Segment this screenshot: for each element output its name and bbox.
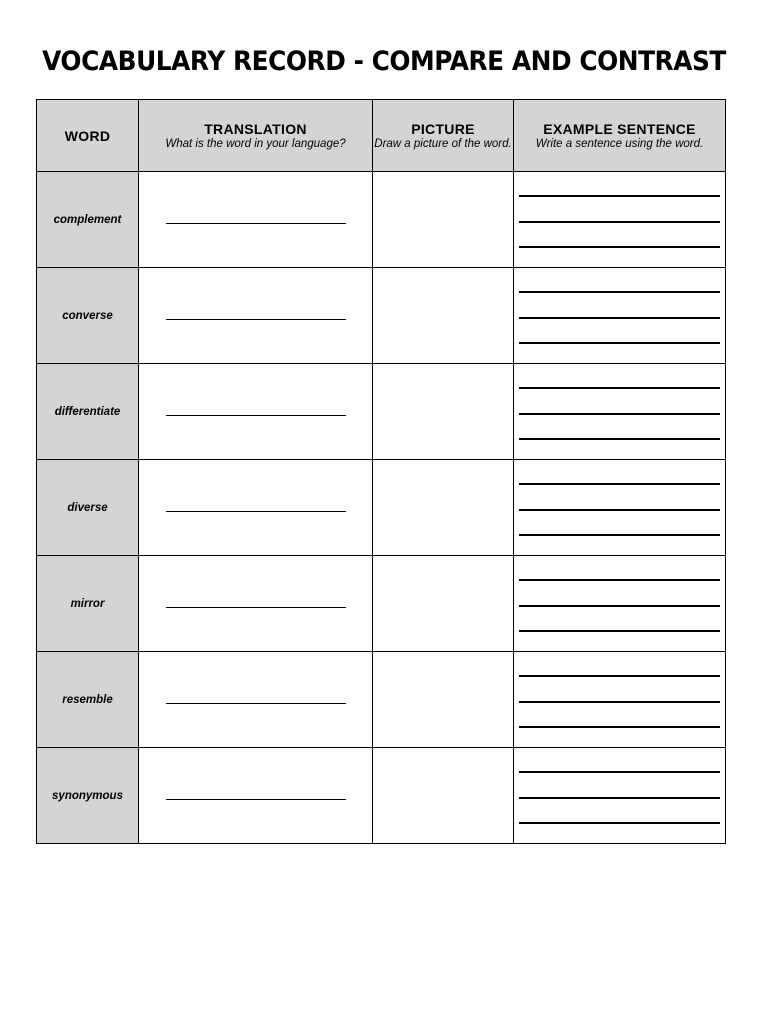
word-cell: complement [37, 172, 139, 268]
word-cell: mirror [37, 556, 139, 652]
table-row [37, 748, 726, 844]
writing-line [519, 387, 720, 389]
table-row [37, 364, 726, 460]
word-cell: differentiate [37, 364, 139, 460]
example-cell[interactable] [514, 460, 726, 556]
header-example-subtitle: Write a sentence using the word. [535, 137, 704, 150]
header-picture-subtitle: Draw a picture of the word. [374, 137, 512, 150]
example-cell[interactable] [514, 652, 726, 748]
translation-cell[interactable] [139, 460, 373, 556]
writing-line [519, 413, 720, 415]
writing-line [519, 701, 720, 703]
example-cell[interactable] [514, 172, 726, 268]
writing-line [519, 579, 720, 581]
translation-cell[interactable] [139, 652, 373, 748]
example-cell[interactable] [514, 556, 726, 652]
writing-line [519, 195, 720, 197]
word-cell: resemble [37, 652, 139, 748]
header-picture [373, 100, 514, 172]
translation-blank [166, 414, 346, 416]
header-translation-subtitle: What is the word in your language? [165, 137, 346, 150]
writing-line [519, 822, 720, 824]
writing-line [519, 605, 720, 607]
translation-blank [166, 606, 346, 608]
table-row [37, 556, 726, 652]
header-row [37, 100, 726, 172]
writing-line [519, 534, 720, 536]
writing-line [519, 630, 720, 632]
table-row [37, 460, 726, 556]
header-example [514, 100, 726, 172]
translation-cell[interactable] [139, 364, 373, 460]
translation-blank [166, 222, 346, 224]
picture-cell[interactable] [373, 364, 514, 460]
translation-blank [166, 510, 346, 512]
translation-cell[interactable] [139, 556, 373, 652]
writing-line [519, 726, 720, 728]
example-cell[interactable] [514, 364, 726, 460]
table-row [37, 172, 726, 268]
picture-cell[interactable] [373, 268, 514, 364]
example-cell[interactable] [514, 748, 726, 844]
example-cell[interactable] [514, 268, 726, 364]
header-picture-title: PICTURE [411, 120, 475, 137]
header-word [37, 100, 139, 172]
picture-cell[interactable] [373, 748, 514, 844]
writing-line [519, 797, 720, 799]
writing-line [519, 438, 720, 440]
writing-line [519, 246, 720, 248]
writing-line [519, 675, 720, 677]
writing-line [519, 342, 720, 344]
header-word-title: WORD [64, 127, 111, 144]
writing-line [519, 483, 720, 485]
translation-cell[interactable] [139, 172, 373, 268]
vocabulary-table [36, 99, 726, 844]
picture-cell[interactable] [373, 556, 514, 652]
word-cell: synonymous [37, 748, 139, 844]
table-row [37, 652, 726, 748]
writing-line [519, 317, 720, 319]
picture-cell[interactable] [373, 460, 514, 556]
picture-cell[interactable] [373, 172, 514, 268]
translation-cell[interactable] [139, 748, 373, 844]
translation-blank [166, 702, 346, 704]
writing-line [519, 291, 720, 293]
writing-line [519, 509, 720, 511]
header-example-title: EXAMPLE SENTENCE [543, 120, 696, 137]
translation-blank [166, 798, 346, 800]
writing-line [519, 771, 720, 773]
table-row [37, 268, 726, 364]
writing-line [519, 221, 720, 223]
translation-blank [166, 318, 346, 320]
header-translation [139, 100, 373, 172]
word-cell: diverse [37, 460, 139, 556]
word-cell: converse [37, 268, 139, 364]
translation-cell[interactable] [139, 268, 373, 364]
page-title: VOCABULARY RECORD - COMPARE AND CONTRAST [42, 46, 726, 77]
picture-cell[interactable] [373, 652, 514, 748]
header-translation-title: TRANSLATION [204, 120, 307, 137]
